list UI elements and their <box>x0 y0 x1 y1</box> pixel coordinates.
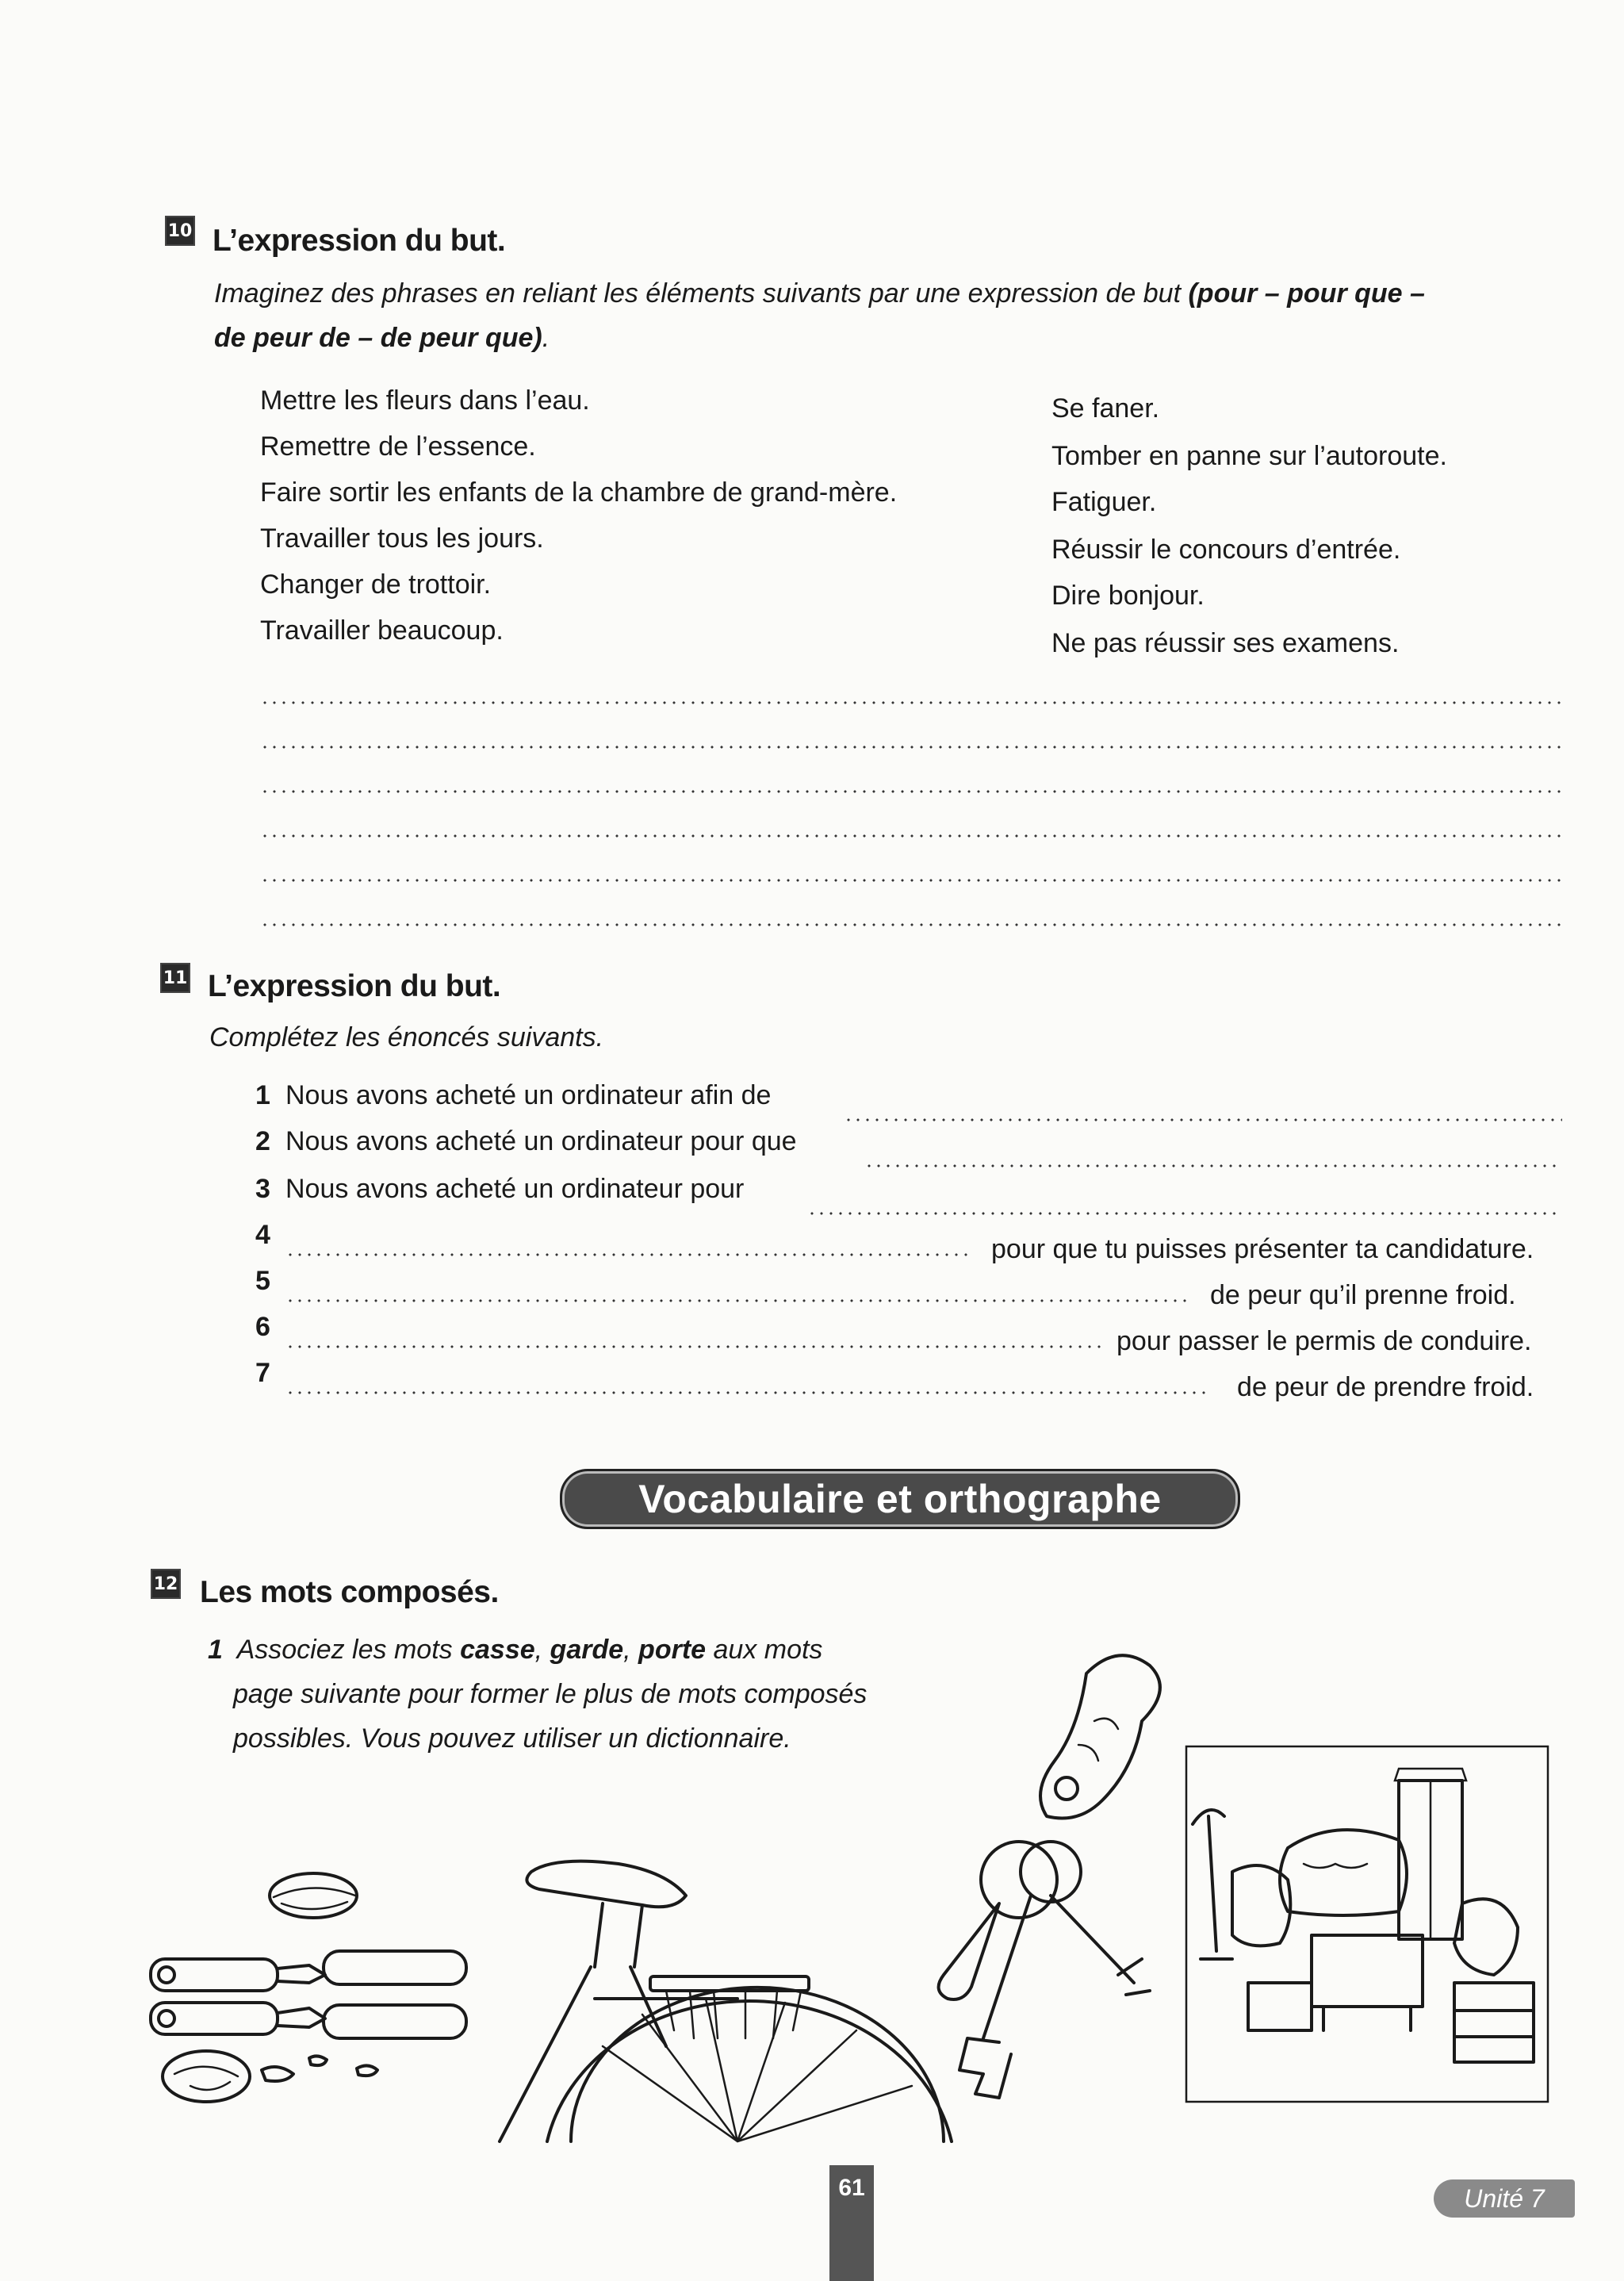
bicycle-icon <box>484 1840 952 2141</box>
sentence-text: Nous avons acheté un ordinateur pour <box>285 1174 745 1204</box>
left-item: Faire sortir les enfants de la chambre de grand-mère. <box>260 477 898 508</box>
sentence-number: 3 <box>255 1174 270 1204</box>
keyring-icon <box>912 1642 1213 2118</box>
page-number: 61 <box>829 2165 874 2281</box>
left-item: Changer de trottoir. <box>260 569 492 600</box>
answer-line[interactable] <box>285 1391 1212 1394</box>
sentence-number: 2 <box>255 1126 270 1156</box>
unit-label: Unité 7 <box>1434 2179 1575 2218</box>
exercise-10-number: 10 <box>165 216 195 246</box>
nutcracker-icon <box>143 1872 476 2110</box>
left-item: Remettre de l’essence. <box>260 431 536 462</box>
exercise-10-instruction: Imaginez des phrases en reliant les éléments suivants par une expression de but (pour – pour que – de peur de – de peur que). <box>214 278 1425 353</box>
exercise-12-title: Les mots composés. <box>200 1575 499 1609</box>
sentence-number: 6 <box>255 1312 270 1342</box>
exercise-12-instruction: 1 Associez les mots casse, garde, porte aux mots page suivante pour former le plus de mots composés possibles. Vous pouvez utiliser un dictionnaire. <box>208 1635 868 1754</box>
instruction-sub-number: 1 <box>208 1635 223 1665</box>
sentence-end: de peur de prendre froid. <box>1237 1372 1534 1402</box>
answer-line[interactable] <box>260 834 1562 838</box>
furniture-room-icon <box>1185 1745 1549 2103</box>
right-item: Fatiguer. <box>1051 487 1157 517</box>
sentence-end: de peur qu’il prenne froid. <box>1210 1280 1516 1310</box>
answer-line[interactable] <box>864 1164 1562 1167</box>
answer-line[interactable] <box>285 1345 1101 1348</box>
sentence-number: 5 <box>255 1266 270 1296</box>
answer-line[interactable] <box>260 923 1562 926</box>
exercise-11-number: 11 <box>160 963 190 993</box>
exercise-11-instruction: Complétez les énoncés suivants. <box>209 1022 604 1052</box>
right-item: Dire bonjour. <box>1051 581 1205 611</box>
answer-line[interactable] <box>285 1299 1189 1302</box>
answer-line[interactable] <box>260 879 1562 882</box>
sentence-number: 4 <box>255 1220 270 1250</box>
exercise-11-title: L’expression du but. <box>208 969 501 1003</box>
left-item: Travailler beaucoup. <box>260 615 504 646</box>
answer-line[interactable] <box>807 1212 1562 1215</box>
right-item: Tomber en panne sur l’autoroute. <box>1051 441 1447 471</box>
exercise-12-number: 12 <box>151 1569 181 1599</box>
right-item: Se faner. <box>1051 393 1160 424</box>
sentence-text: Nous avons acheté un ordinateur pour que <box>285 1126 797 1156</box>
exercise-10-title: L’expression du but. <box>213 224 506 258</box>
sentence-text: Nous avons acheté un ordinateur afin de <box>285 1080 772 1110</box>
right-item: Réussir le concours d’entrée. <box>1051 535 1401 565</box>
answer-line[interactable] <box>844 1118 1562 1121</box>
right-item: Ne pas réussir ses examens. <box>1051 628 1400 658</box>
sentence-end: pour passer le permis de conduire. <box>1116 1326 1532 1356</box>
left-item: Travailler tous les jours. <box>260 523 544 554</box>
sentence-number: 7 <box>255 1358 270 1388</box>
section-banner: Vocabulaire et orthographe <box>560 1469 1240 1529</box>
answer-line[interactable] <box>260 701 1562 704</box>
sentence-number: 1 <box>255 1080 270 1110</box>
answer-line[interactable] <box>260 746 1562 749</box>
answer-line[interactable] <box>260 790 1562 793</box>
left-item: Mettre les fleurs dans l’eau. <box>260 385 590 416</box>
answer-line[interactable] <box>285 1253 972 1256</box>
sentence-end: pour que tu puisses présenter ta candidature. <box>991 1234 1534 1264</box>
